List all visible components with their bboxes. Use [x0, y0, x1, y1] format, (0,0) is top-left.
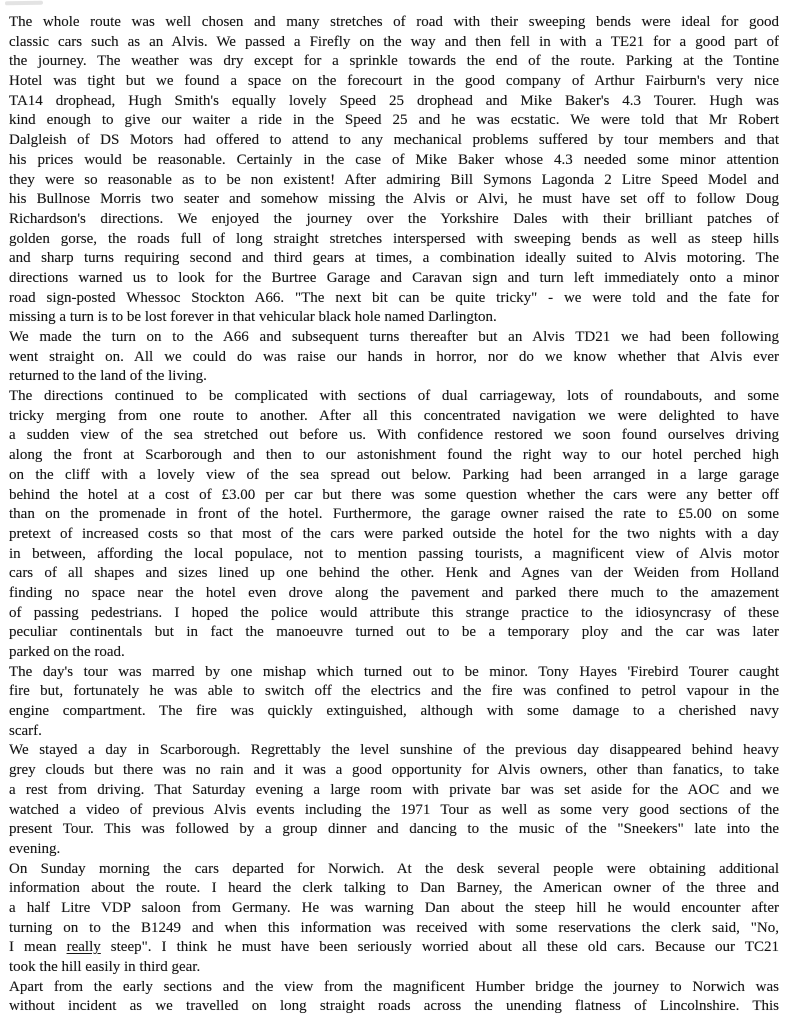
text-line: missing a turn is to be lost forever in that vehicular black hole named Darlington.: [9, 309, 497, 326]
text-line: TA14 drophead, Hugh Smith's equally lovely Speed 25 drophead and Mike Baker's 4.3 Tourer. Hugh was: [9, 92, 779, 109]
text-line: his Bullnose Morris two seater and somehow missing the Alvis or Alvi, he must have set off to follow Doug: [9, 191, 779, 208]
text-line: present Tour. This was followed by a group dinner and dancing to the music of the "Sneekers" late into the: [9, 821, 779, 838]
text-line: returned to the land of the living.: [9, 368, 207, 385]
text-line: cars of all shapes and sizes lined up one behind the other. Henk and Agnes van der Weiden from Holland: [9, 565, 779, 582]
text-line: along the front at Scarborough and then to our astonishment found the right way to our hotel perched high: [9, 447, 779, 464]
text-line: turning on to the B1249 and when this information was received with some reservations the clerk said, "No,: [9, 919, 779, 936]
text-line: The day's tour was marred by one mishap which turned out to be minor. Tony Hayes 'Firebird Tourer caught: [9, 663, 779, 680]
text-line: scarf.: [9, 722, 42, 739]
scan-smudge: [5, 1, 43, 6]
paragraph-3: [9, 387, 779, 663]
text-line: of passing pedestrians. I hoped the police would attribute this strange practice to the idiosyncrasy of these: [9, 604, 779, 621]
text-line: On Sunday morning the cars departed for Norwich. At the desk several people were obtaining additional: [9, 860, 779, 877]
text-line: evening.: [9, 840, 61, 857]
paragraph-2: [9, 328, 779, 387]
text-line: golden gorse, the roads full of long straight stretches interspersed with sweeping bends as well as steep hills: [9, 230, 779, 247]
text-line: went straight on. All we could do was raise our hands in horror, nor do we know whether that Alvis ever: [9, 348, 779, 365]
text-line: in between, affording the local populace, not to mention passing tourists, a magnificent view of Alvis motor: [9, 545, 779, 562]
text-line: behind the hotel at a cost of £3.00 per car but there was some question whether the cars were any better off: [9, 486, 779, 503]
paragraph-4: [9, 663, 779, 742]
text-line: kind enough to give our waiter a ride in the Speed 25 and he was ecstatic. We were told that Mr Robert: [9, 112, 779, 129]
text-line: peculiar continentals but in fact the manoeuvre turned out to be a temporary ploy and the car was later: [9, 624, 779, 641]
text-line: a sudden view of the sea stretched out before us. With confidence restored we soon found ourselves driving: [9, 427, 779, 444]
text-line: Richardson's directions. We enjoyed the journey over the Yorkshire Dales with their brilliant patches of: [9, 210, 779, 227]
underlined-word: really: [66, 939, 101, 956]
text-line: his prices would be reasonable. Certainly in the case of Mike Baker whose 4.3 needed some minor attention: [9, 151, 779, 168]
text-line: than on the promenade in front of the hotel. Furthermore, the garage owner raised the rate to £5.00 on some: [9, 506, 779, 523]
text-line: engine compartment. The fire was quickly extinguished, although with some damage to a cherished navy: [9, 703, 779, 720]
paragraph-6: [9, 860, 779, 978]
text-line: watched a video of previous Alvis events including the 1971 Tour as well as some very good sections of the: [9, 801, 779, 818]
text-segment: steep". I think he must have been seriously worried about all these old cars. Because our TC21: [100, 939, 779, 956]
text-segment: I mean: [9, 939, 67, 956]
text-line: grey clouds but there was no rain and it was a good opportunity for Alvis owners, other than fanatics, to take: [9, 762, 779, 779]
text-line: Hotel was tight but we found a space on the forecourt in the good company of Arthur Fairburn's very nice: [9, 73, 779, 90]
text-line: a rest from driving. That Saturday evening a large room with private bar was set aside for the AOC and we: [9, 781, 779, 798]
text-line: without incident as we travelled on long straight roads across the unending flatness of Lincolnshire. This: [9, 998, 779, 1015]
text-line: a half Litre VDP saloon from Germany. He was warning Dan about the steep hill he would encounter after: [9, 899, 779, 916]
text-line: The directions continued to be complicated with sections of dual carriageway, lots of roundabouts, and some: [9, 388, 779, 405]
paragraph-5: [9, 741, 779, 859]
text-line: took the hill easily in third gear.: [9, 959, 201, 975]
text-line: Dalgleish of DS Motors had offered to attend to any mechanical problems suffered by tour members and that: [9, 132, 779, 149]
text-line: directions warned us to look for the Burtree Garage and Caravan sign and turn left immediately onto a minor: [9, 269, 779, 286]
text-line: road sign-posted Whessoc Stockton A66. "The next bit can be quite tricky" - we were told and the fate for: [9, 289, 779, 306]
paragraph-1: [9, 13, 779, 328]
text-line: pretext of increased costs so that most of the cars were parked outside the hotel for the two nights with a day: [9, 525, 779, 542]
text-line: [9, 938, 779, 958]
text-line: on the cliff with a lovely view of the sea spread out below. Parking had been arranged in a large garage: [9, 466, 779, 483]
text-line: The whole route was well chosen and many stretches of road with their sweeping bends were ideal for good: [9, 14, 779, 30]
text-line: classic cars such as an Alvis. We passed a Firefly on the way and then fell in with a TE21 for a good part of: [9, 33, 779, 50]
text-line: Apart from the early sections and the view from the magnificent Humber bridge the journey to Norwich was: [9, 978, 779, 995]
paragraph-7: [9, 978, 779, 1017]
text-line: We made the turn on to the A66 and subsequent turns thereafter but an Alvis TD21 we had been following: [9, 329, 779, 345]
text-line: tricky merging from one route to another. After all this concentrated navigation we were delighted to have: [9, 407, 779, 424]
text-line: finding no space near the hotel even drove along the pavement and parked there much to the amazement: [9, 584, 779, 601]
text-line: the journey. The weather was dry except for a sprinkle towards the end of the route. Parking at the Tontine: [9, 53, 779, 70]
text-line: fire but, fortunately he was able to switch off the electrics and the fire was confined to petrol vapour in the: [9, 683, 779, 700]
text-line: and sharp turns requiring second and third gears at times, a combination ideally suited to Alvis motoring. The: [9, 250, 779, 267]
text-line: parked on the road.: [9, 644, 125, 660]
text-line: We stayed a day in Scarborough. Regrettably the level sunshine of the previous day disappeared behind heavy: [9, 742, 779, 759]
text-line: information about the route. I heard the clerk talking to Dan Barney, the American owner of the three and: [9, 880, 779, 897]
text-line: they were so reasonable as to be non existent! After admiring Bill Symons Lagonda 2 Litre Speed Model and: [9, 171, 779, 188]
